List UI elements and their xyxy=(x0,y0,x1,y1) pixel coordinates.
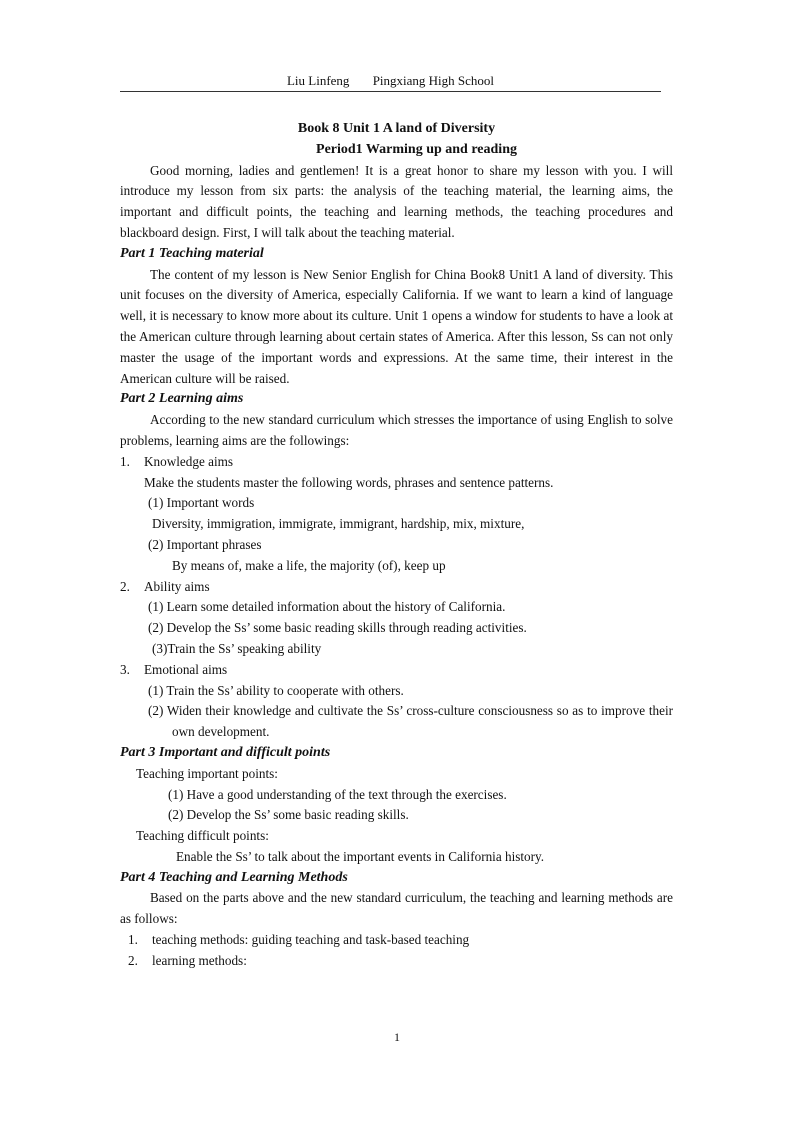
part3-heading: Part 3 Important and difficult points xyxy=(120,744,331,760)
important-point-item: (1) Have a good understanding of the text through the exercises. xyxy=(168,786,507,802)
important-words-label: (1) Important words xyxy=(148,495,255,511)
important-point-item: (2) Develop the Ss’ some basic reading skills. xyxy=(168,807,409,823)
part2-paragraph: According to the new standard curriculum which stresses the importance of using English to solve problems, learning aims are the followings: xyxy=(120,412,673,448)
ability-item: (1) Learn some detailed information about the history of California. xyxy=(148,599,506,615)
emotional-item: (2) Widen their knowledge and cultivate the Ss’ cross-culture consciousness so as to improve their own development. xyxy=(148,703,673,740)
ability-item: (2) Develop the Ss’ some basic reading skills through reading activities. xyxy=(148,620,527,636)
emotional-aims-title: 3. Emotional aims xyxy=(120,660,673,681)
part4-paragraph: Based on the parts above and the new standard curriculum, the teaching and learning methods are as follows: xyxy=(120,890,673,927)
list-number: 2. xyxy=(128,952,138,968)
difficult-points-label: Teaching difficult points: xyxy=(136,828,269,844)
emotional-item: (1) Train the Ss’ ability to cooperate with others. xyxy=(148,682,404,698)
ability-item: (3)Train the Ss’ speaking ability xyxy=(152,640,322,656)
list-number: 2. xyxy=(120,578,130,594)
list-number: 3. xyxy=(120,661,130,677)
document-body xyxy=(120,119,673,972)
ability-aims-title: 2. Ability aims xyxy=(120,577,673,598)
important-phrases: By means of, make a life, the majority (of), keep up xyxy=(172,557,446,573)
important-phrases-label: (2) Important phrases xyxy=(148,536,262,552)
knowledge-aims-title: 1. Knowledge aims xyxy=(120,452,673,473)
page-header xyxy=(120,73,661,92)
knowledge-aims-intro: Make the students master the following words, phrases and sentence patterns. xyxy=(144,474,554,490)
methods-item: 1. teaching methods: guiding teaching and task-based teaching xyxy=(120,930,673,951)
part2-heading: Part 2 Learning aims xyxy=(120,391,244,407)
important-points-label: Teaching important points: xyxy=(136,765,278,781)
intro-paragraph: Good morning, ladies and gentlemen! It is a great honor to share my lesson with you. I will introduce my lesson from six parts: the analysis of the teaching material, the learning aims, the important and difficult points, the teaching and learning methods, the teaching procedures and blackboard design. First, I will talk about the teaching material. xyxy=(120,162,673,240)
important-words: Diversity, immigration, immigrate, immigrant, hardship, mix, mixture, xyxy=(152,516,525,532)
methods-item: 2. learning methods: xyxy=(120,951,673,972)
difficult-point-item: Enable the Ss’ to talk about the important events in California history. xyxy=(176,848,545,864)
part1-heading: Part 1 Teaching material xyxy=(120,245,264,261)
part1-paragraph: The content of my lesson is New Senior English for China Book8 Unit1 A land of diversity. This unit focuses on the diversity of America, especially California. If we want to learn a kind of language well, it is necessary to know more about its culture. Unit 1 opens a window for students to have a look at the American culture through learning about certain states of America. After this lesson, Ss can not only master the usage of the important words and expressions. At the same time, their interest in the American culture will be raised. xyxy=(120,266,673,386)
document-subtitle: Period1 Warming up and reading xyxy=(316,141,517,157)
list-number: 1. xyxy=(128,932,138,948)
header-school: Pingxiang High School xyxy=(372,73,495,88)
part4-heading: Part 4 Teaching and Learning Methods xyxy=(120,869,348,885)
document-title: Book 8 Unit 1 A land of Diversity xyxy=(297,121,496,136)
list-number: 1. xyxy=(120,453,130,469)
header-author: Liu Linfeng xyxy=(286,73,350,88)
page-number: 1 xyxy=(394,1030,400,1044)
